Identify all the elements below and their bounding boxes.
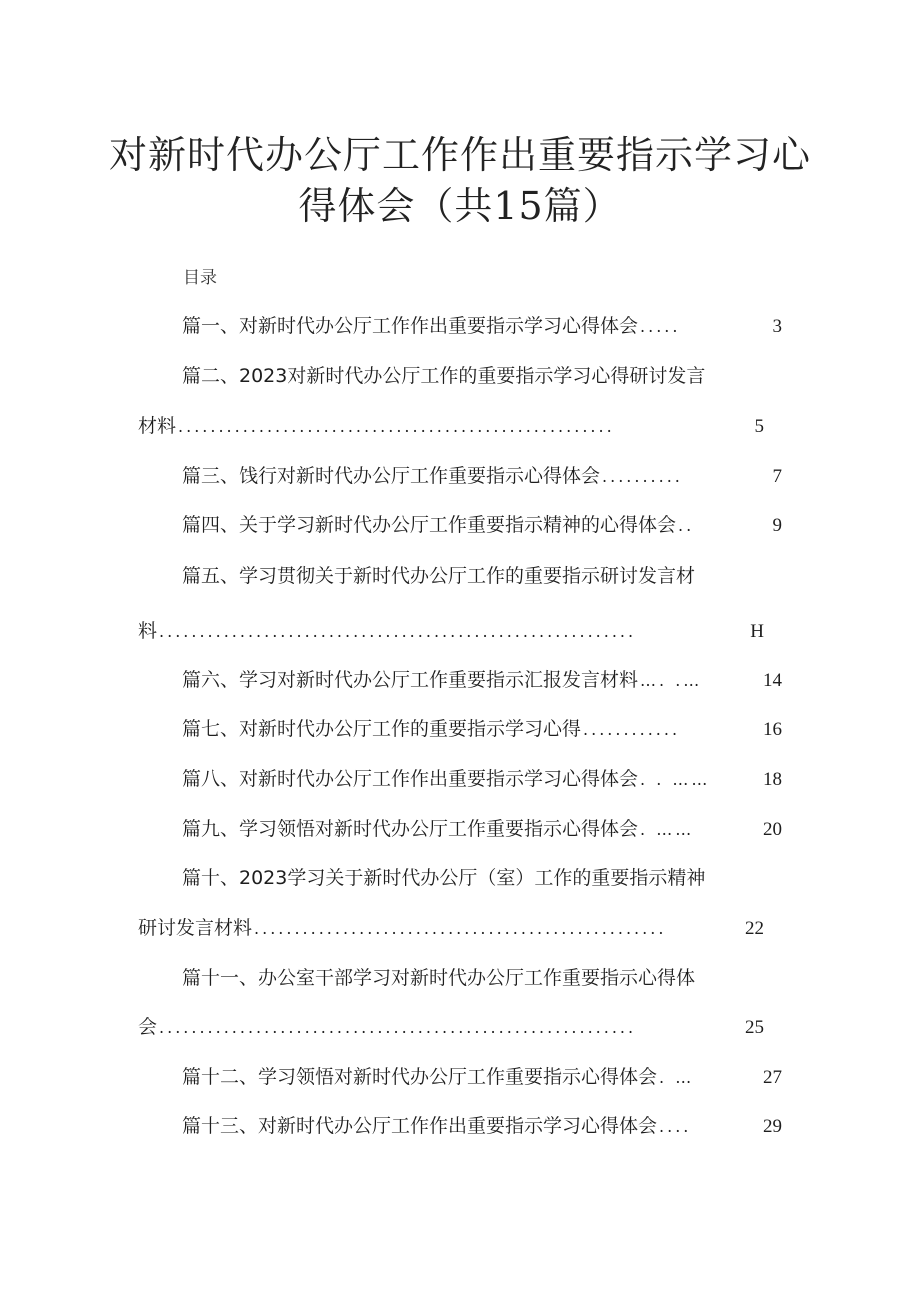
toc-entry-6[interactable]	[182, 666, 782, 694]
toc-entry-text: 篇一、对新时代办公厅工作作出重要指示学习心得体会	[182, 315, 639, 337]
toc-leader-dots: ...........................................................	[159, 1018, 637, 1037]
toc-entry-text: 篇二、2023对新时代办公厅工作的重要指示学习心得研讨发言	[182, 365, 706, 387]
toc-page-number: H	[750, 621, 764, 642]
toc-leader-dots: ......................................................	[178, 417, 615, 436]
toc-entry-2[interactable]	[182, 362, 782, 390]
toc-leader-dots: ...........................................................	[159, 622, 637, 641]
toc-entry-text: 篇八、对新时代办公厅工作作出重要指示学习心得体会	[182, 768, 639, 790]
toc-entry-8[interactable]	[182, 765, 782, 793]
toc-page-number: 14	[763, 670, 782, 691]
toc-entry-5-continued[interactable]	[138, 617, 764, 645]
toc-entry-2-continued[interactable]	[138, 412, 764, 440]
toc-page-number: 29	[763, 1116, 782, 1137]
toc-leader-dots: . . ……	[640, 770, 711, 789]
toc-entry-3[interactable]	[182, 462, 782, 490]
toc-entry-7[interactable]	[182, 715, 782, 743]
toc-entry-text-continued: 会	[138, 1016, 158, 1038]
toc-page-number: 25	[745, 1017, 764, 1038]
toc-entry-text: 篇七、对新时代办公厅工作的重要指示学习心得	[182, 718, 582, 740]
toc-entry-text-continued: 料	[138, 620, 158, 642]
toc-entry-11[interactable]	[182, 964, 782, 992]
toc-leader-dots: ....	[659, 1117, 692, 1136]
toc-entry-9[interactable]	[182, 815, 782, 843]
toc-leader-dots: . …	[659, 1068, 695, 1087]
toc-entry-10[interactable]	[182, 864, 782, 892]
toc-entry-1[interactable]	[182, 312, 782, 340]
toc-leader-dots: …. .…	[640, 671, 703, 690]
toc-entry-text: 篇三、饯行对新时代办公厅工作重要指示心得体会	[182, 465, 601, 487]
toc-entry-4[interactable]	[182, 511, 782, 539]
toc-page-number: 20	[763, 819, 782, 840]
toc-entry-text: 篇十三、对新时代办公厅工作作出重要指示学习心得体会	[182, 1115, 658, 1137]
toc-entry-text-continued: 研讨发言材料	[138, 917, 253, 939]
toc-label: 目录	[183, 268, 217, 288]
toc-entry-text-continued: 材料	[138, 415, 177, 437]
toc-entry-10-continued[interactable]	[138, 914, 764, 942]
toc-entry-13[interactable]	[182, 1112, 782, 1140]
toc-page-number: 7	[772, 466, 782, 487]
toc-leader-dots: ..	[678, 516, 695, 535]
toc-page-number: 22	[745, 918, 764, 939]
toc-entry-text: 篇六、学习对新时代办公厅工作重要指示汇报发言材料	[182, 669, 639, 691]
toc-leader-dots: . ……	[640, 820, 695, 839]
toc-page-number: 3	[772, 316, 782, 337]
toc-entry-text: 篇十二、学习领悟对新时代办公厅工作重要指示心得体会	[182, 1066, 658, 1088]
toc-entry-text: 篇四、关于学习新时代办公厅工作重要指示精神的心得体会	[182, 514, 677, 536]
toc-entry-text: 篇九、学习领悟对新时代办公厅工作重要指示心得体会	[182, 818, 639, 840]
toc-page-number: 18	[763, 769, 782, 790]
toc-leader-dots: ..........	[602, 467, 683, 486]
toc-entry-12[interactable]	[182, 1063, 782, 1091]
toc-entry-text: 篇五、学习贯彻关于新时代办公厅工作的重要指示研讨发言材	[182, 565, 696, 587]
toc-entry-11-continued[interactable]	[138, 1013, 764, 1041]
toc-leader-dots: .....	[640, 317, 681, 336]
document-title-line1: 对新时代办公厅工作作出重要指示学习心	[108, 133, 811, 177]
toc-page-number: 9	[772, 515, 782, 536]
toc-entry-text: 篇十、2023学习关于新时代办公厅（室）工作的重要指示精神	[182, 867, 706, 889]
toc-leader-dots: ...................................................	[254, 919, 667, 938]
document-title-line2: 得体会（共15篇）	[298, 184, 622, 228]
toc-page-number: 27	[763, 1067, 782, 1088]
toc-page-number: 16	[763, 719, 782, 740]
toc-page-number: 5	[754, 416, 764, 437]
toc-leader-dots: ............	[583, 720, 681, 739]
toc-entry-5[interactable]	[182, 562, 782, 590]
toc-entry-text: 篇十一、办公室干部学习对新时代办公厅工作重要指示心得体	[182, 967, 696, 989]
